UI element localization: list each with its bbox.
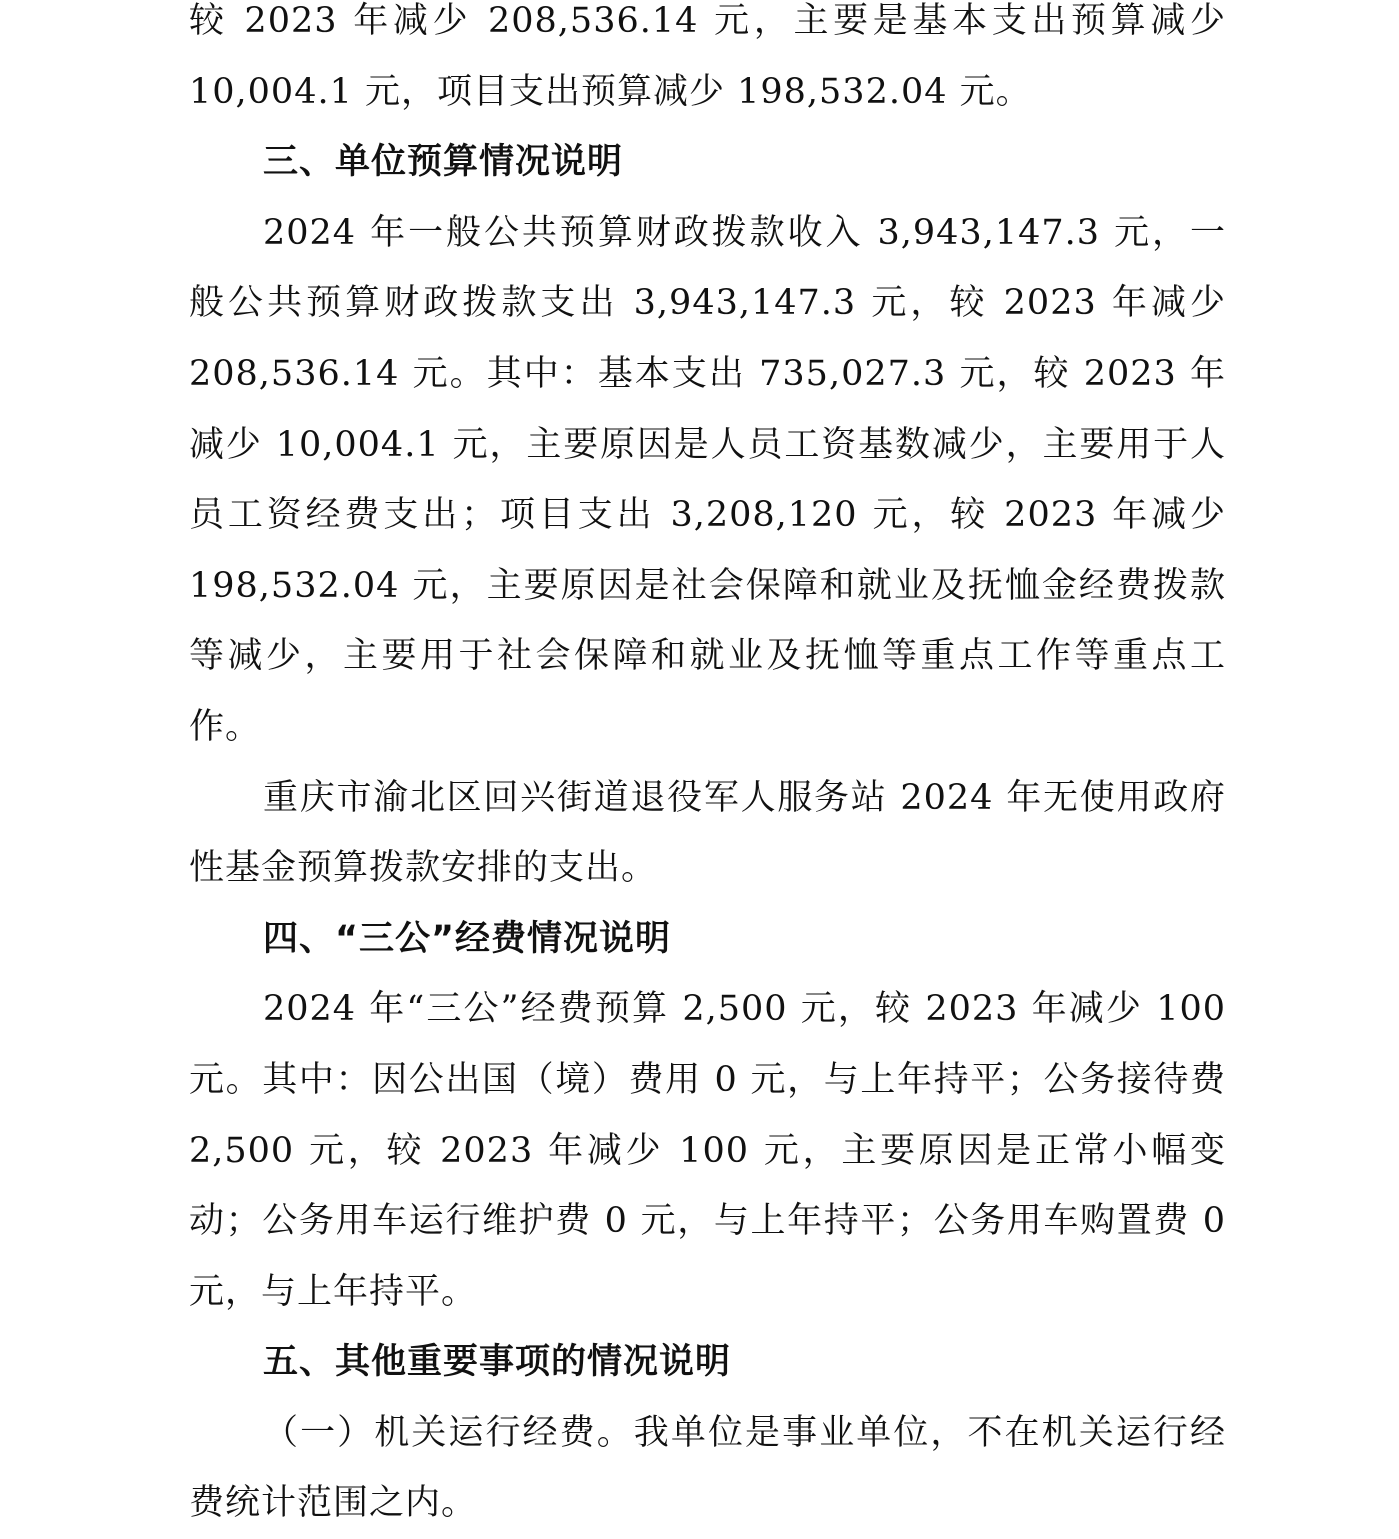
paragraph-general-public-budget: 2024 年一般公共预算财政拨款收入 3,943,147.3 元，一般公共预算财政拨款支出 3,943,147.3 元，较 2023 年减少 208,536.14 元。其中：基本支出 735,027.3 元，较 2023 年减少 10,004.1 元，主要原因是人员工资基数减少，主要用于人员工资经费支出；项目支出 3,208,120 元，较 2023 年减少 198,532.04 元，主要原因是社会保障和就业及抚恤金经费拨款等减少，主要用于社会保障和就业及抚恤等重点工作等重点工作。	[189, 212, 1226, 747]
paragraph-budget-decrease-continuation: 较 2023 年减少 208,536.14 元，主要是基本支出预算减少 10,004.1 元，项目支出预算减少 198,532.04 元。	[189, 1, 1226, 112]
paragraph-agency-operating-expenses: （一）机关运行经费。我单位是事业单位，不在机关运行经费统计范围之内。	[189, 1412, 1226, 1524]
paragraph-government-fund-budget: 重庆市渝北区回兴街道退役军人服务站 2024 年无使用政府性基金预算拨款安排的支出。	[189, 777, 1226, 889]
heading-three-public-expenses: 四、“三公”经费情况说明	[263, 918, 672, 959]
paragraph-three-public-expenses: 2024 年“三公”经费预算 2,500 元，较 2023 年减少 100 元。其中：因公出国（境）费用 0 元，与上年持平；公务接待费 2,500 元，较 2023 年减少 100 元，主要原因是正常小幅变动；公务用车运行维护费 0 元，与上年持平；公务用车购置费 0 元，与上年持平。	[189, 989, 1226, 1312]
heading-other-important-matters: 五、其他重要事项的情况说明	[263, 1342, 732, 1383]
heading-unit-budget: 三、单位预算情况说明	[263, 142, 624, 183]
document-page	[189, 0, 1226, 1539]
